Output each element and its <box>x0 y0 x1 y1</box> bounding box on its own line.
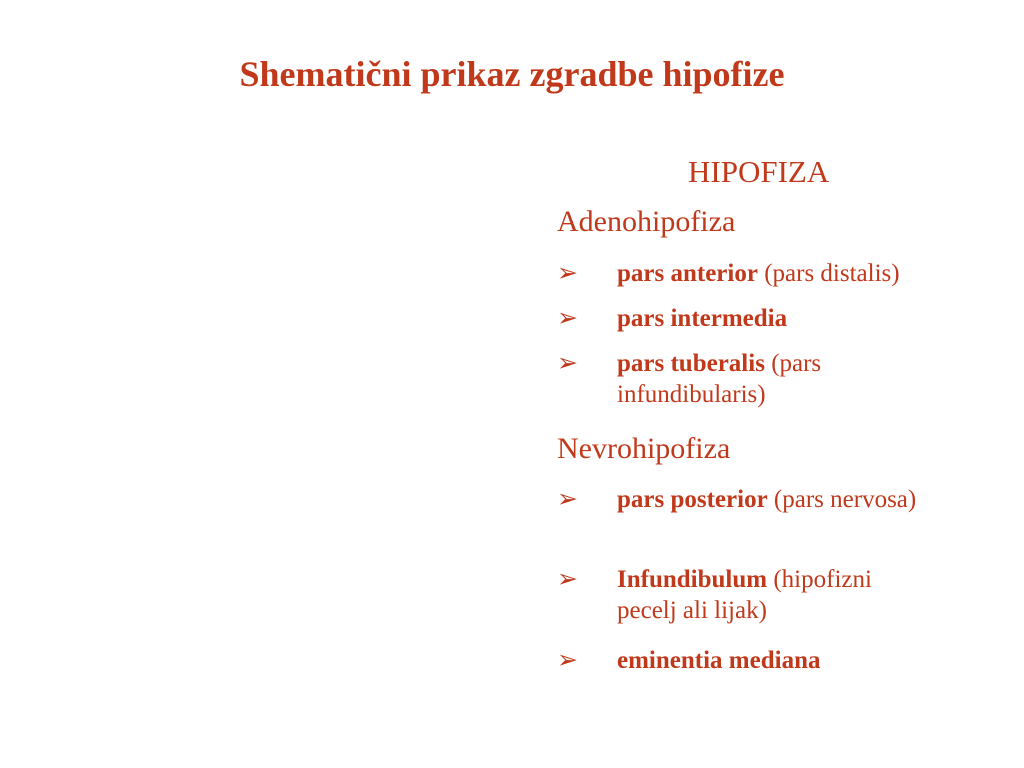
term-note: (hipofizni pecelj ali lijak) <box>617 566 872 624</box>
term-bold: pars anterior <box>617 260 758 287</box>
arrow-bullet-icon: ➢ <box>557 566 578 593</box>
list-item <box>557 484 917 515</box>
section-title-nevrohipofiza: Nevrohipofiza <box>557 432 731 465</box>
term-bold: Infundibulum <box>617 566 768 593</box>
list-item-text <box>617 303 1017 334</box>
section-title-adenohipofiza: Adenohipofiza <box>557 205 736 238</box>
list-item-text <box>617 484 917 515</box>
term-bold: pars intermedia <box>617 305 788 332</box>
arrow-bullet-icon: ➢ <box>557 486 578 513</box>
list-item-text <box>617 258 1017 289</box>
term-bold: pars posterior <box>617 486 768 513</box>
term-note: (pars infundibularis) <box>617 350 822 408</box>
list-item-text <box>617 348 917 410</box>
arrow-bullet-icon: ➢ <box>557 305 578 332</box>
heading-hipofiza: HIPOFIZA <box>688 154 830 189</box>
arrow-bullet-icon: ➢ <box>557 350 578 377</box>
list-item-text <box>617 645 1017 676</box>
list-item <box>557 564 937 626</box>
term-note: (pars distalis) <box>757 260 900 287</box>
term-bold: pars tuberalis <box>617 350 765 377</box>
list-item <box>557 348 917 410</box>
arrow-bullet-icon: ➢ <box>557 260 578 287</box>
arrow-bullet-icon: ➢ <box>557 647 578 674</box>
list-item <box>557 645 1017 676</box>
slide-title: Shematični prikaz zgradbe hipofize <box>239 54 785 94</box>
term-note: (pars nervosa) <box>767 486 917 513</box>
list-item <box>557 258 1017 289</box>
term-bold: eminentia mediana <box>617 647 821 674</box>
list-item <box>557 303 1017 334</box>
list-item-text <box>617 564 937 626</box>
